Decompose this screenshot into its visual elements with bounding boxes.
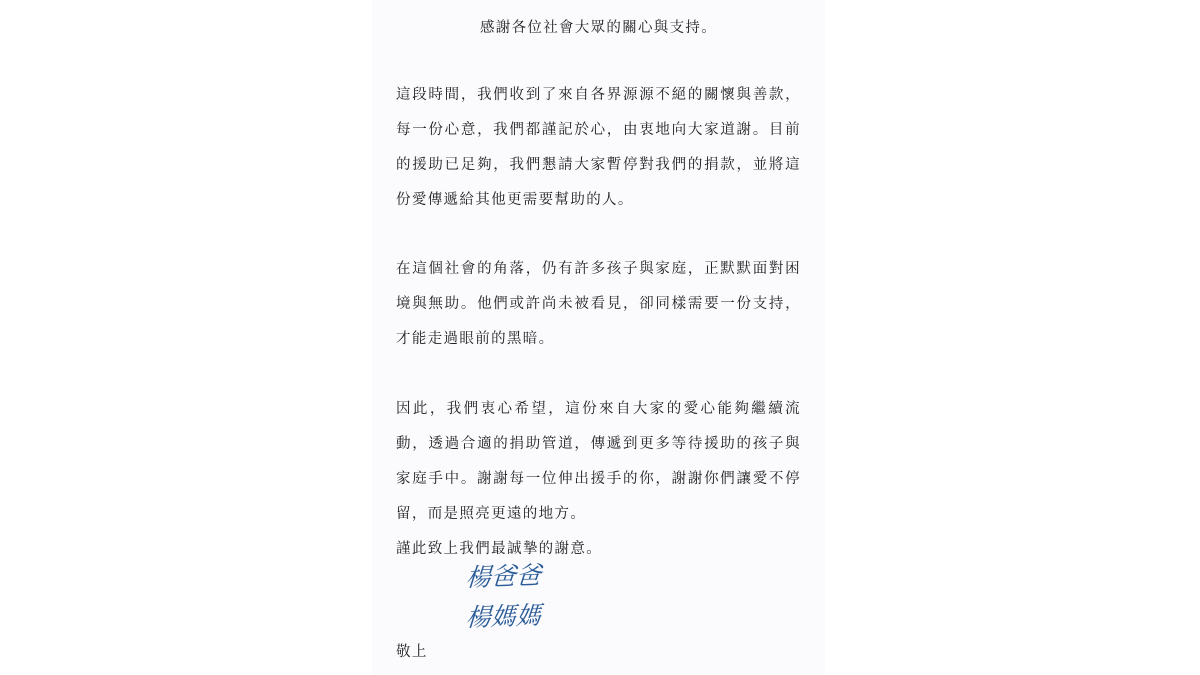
letter-regards: 敬上 [396, 644, 428, 660]
letter-paragraph-1: 這段時間，我們收到了來自各界源源不絕的關懷與善款，每一份心意，我們都謹記於心，由衷地向大家道謝。目前的援助已足夠，我們懇請大家暫停對我們的捐款，並將這份愛傳遞給其他更需要幫助的人。 [396, 87, 801, 208]
letter-page [372, 0, 825, 675]
letter-paragraph-3: 因此，我們衷心希望，這份來自大家的愛心能夠繼續流動，透過合適的捐助管道，傳遞到更多等待援助的孩子與家庭手中。謝謝每一位伸出援手的你，謝謝你們讓愛不停留，而是照亮更遠的地方。 [396, 401, 801, 522]
handwritten-signature-father: 楊爸爸 [464, 560, 543, 593]
letter-paragraph-2: 在這個社會的角落，仍有許多孩子與家庭，正默默面對困境與無助。他們或許尚未被看見，卻同樣需要一份支持，才能走過眼前的黑暗。 [396, 261, 801, 347]
handwritten-signature-mother: 楊媽媽 [464, 600, 543, 633]
letter-title: 感謝各位社會大眾的關心與支持。 [480, 20, 717, 36]
letter-closing: 謹此致上我們最誠摯的謝意。 [396, 541, 603, 557]
